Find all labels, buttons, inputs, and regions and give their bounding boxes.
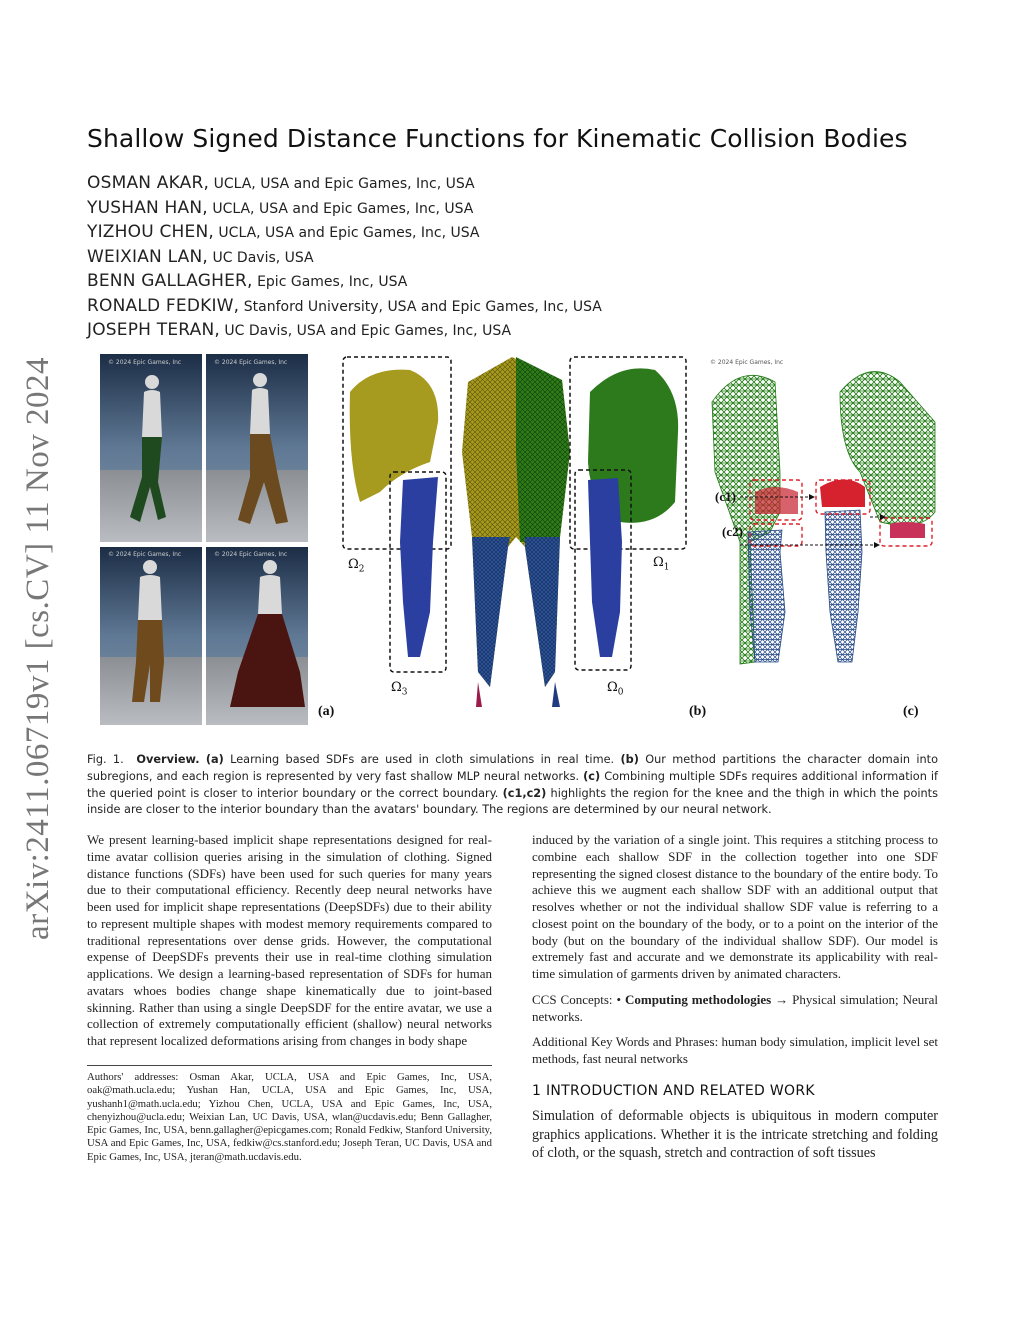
panel-c-stitching xyxy=(710,359,935,664)
figure-illustration xyxy=(100,352,960,727)
author-affiliation: Epic Games, Inc, USA xyxy=(252,274,408,290)
author-addresses-footnote: Authors' addresses: Osman Akar, UCLA, USA and Epic Games, Inc, USA, oak@math.ucla.edu; Yushan Han, UCLA, USA and Epic Games, Inc, USA, yushanh1@math.ucla.edu; Yizhou Chen, UCLA, USA and Epic Games, Inc, USA, chenyizhou@ucla.edu; Weixian Lan, UC Davis, USA, wlan@ucdavis.edu; Benn Gallagher, Epic Games, Inc, USA, benn.gallagher@epicgames.com; Ronald Fedkiw, Stanford University, USA and Epic Games, Inc, USA, fedkiw@cs.stanford.edu; Joseph Teran, UC Davis, USA and Epic Games, Inc, USA, jteran@math.ucdavis.edu. xyxy=(87,1065,492,1164)
author-affiliation: Stanford University, USA and Epic Games, Inc, USA xyxy=(239,298,602,315)
figure-1 xyxy=(100,352,960,727)
abstract-left xyxy=(87,832,492,1050)
author-affiliation: UC Davis, USA and Epic Games, Inc, USA xyxy=(219,323,512,339)
copyright-note: © 2024 Epic Games, Inc xyxy=(710,359,784,366)
copyright-note: © 2024 Epic Games, Inc xyxy=(214,551,288,558)
author-affiliation: UCLA, USA and Epic Games, Inc, USA xyxy=(207,200,474,217)
keywords: Additional Key Words and Phrases: human body simulation, implicit level set methods, fast neural networks xyxy=(532,1034,938,1066)
author-name: YIZHOU CHEN, xyxy=(87,222,214,242)
author-name: WEIXIAN LAN, xyxy=(87,246,208,267)
author-affiliation: UC Davis, USA xyxy=(208,249,314,266)
author-name: JOSEPH TERAN, xyxy=(87,320,220,340)
omega-0-label: $\Omega_0$ xyxy=(607,680,624,698)
copyright-note: © 2024 Epic Games, Inc xyxy=(108,359,182,366)
abstract-text-continued: induced by the variation of a single joint. This requires a stitching process to combine each shallow SDF in the collection together into one SDF representing the signed closest distance to the boundary of the entire body. To achieve this we augment each shallow SDF with an additional output that resolves whether or not the individual shallow SDF value is referring to a closest point on the boundary of the body, or to a point on the interior of the body (but on the boundary of the individual shallow SDF). Our model is extremely fast and accurate and we demonstrate its applicability with real-time simulation of garments driven by animated characters. xyxy=(532,832,938,981)
panel-b-label: (b) xyxy=(689,704,707,719)
author-line xyxy=(87,221,602,246)
author-line xyxy=(87,270,602,295)
omega-2-label: $\Omega_2$ xyxy=(348,557,365,575)
author-line xyxy=(87,246,602,271)
copyright-note: © 2024 Epic Games, Inc xyxy=(214,359,288,366)
omega-3-label: $\Omega_3$ xyxy=(391,680,408,698)
author-line xyxy=(87,295,602,320)
author-line xyxy=(87,319,602,344)
copyright-note: © 2024 Epic Games, Inc xyxy=(108,551,182,558)
panel-a-label: (a) xyxy=(318,704,335,719)
panel-c-label: (c) xyxy=(903,704,919,719)
paper-title: Shallow Signed Distance Functions for Kinematic Collision Bodies xyxy=(87,124,908,153)
author-name: OSMAN AKAR, xyxy=(87,173,210,193)
abstract-right xyxy=(532,832,938,1068)
author-name: RONALD FEDKIW, xyxy=(87,295,240,316)
panel-a-renders xyxy=(100,354,308,725)
author-list xyxy=(87,172,602,344)
panel-b-partition xyxy=(343,357,686,707)
c1-label: (c1) xyxy=(715,489,736,504)
c2-label: (c2) xyxy=(722,524,743,539)
abstract-text: We present learning-based implicit shape representations designed for real-time avatar collision queries arising in the simulation of clothing. Signed distance functions (SDFs) have been used for such queries for many years due to their computational efficiency. Recently deep neural networks have been used for implicit shape representations (DeepSDFs) due to their ability to represent multiple shapes with modest memory requirements compared to traditional representations over dense grids. However, the computational expense of DeepSDFs prevents their use in real-time clothing simulation applications. We design a learning-based representation of SDFs for human avatars whoes bodies change shape kinematically due to joint-based skinning. Rather than using a single DeepSDF for the entire avatar, we use a collection of extremely computationally efficient (shallow) neural networks that represent localized deformations arising from changes in body shape xyxy=(87,832,492,1048)
author-line xyxy=(87,197,602,222)
author-name: BENN GALLAGHER, xyxy=(87,271,253,291)
figure-caption: Fig. 1. Overview. (a) Learning based SDFs are used in cloth simulations in real time. (b) Our method partitions the character domain into subregions, and each region is represented by very fast shallow MLP neural networks. (c) Combining multiple SDFs requires additional information if the queried point is closer to interior boundary or the correct boundary. (c1,c2) highlights the region for the knee and the thigh in which the points inside are closer to the interior boundary than the avatars' boundary. The regions are determined by our neural network. xyxy=(87,753,939,817)
author-name: YUSHAN HAN, xyxy=(87,197,208,218)
author-affiliation: UCLA, USA and Epic Games, Inc, USA xyxy=(209,176,475,192)
section-heading: 1 INTRODUCTION AND RELATED WORK xyxy=(532,1083,815,1099)
intro-paragraph: Simulation of deformable objects is ubiquitous in modern computer graphics applications. Whether it is the intricate stretching and folding of cloth, or the squash, stretch and contraction of soft tissues xyxy=(532,1108,938,1161)
omega-1-label: $\Omega_1$ xyxy=(653,555,670,573)
author-affiliation: UCLA, USA and Epic Games, Inc, USA xyxy=(213,225,480,241)
author-line xyxy=(87,172,602,197)
arxiv-watermark: arXiv:2411.06719v1 [cs.CV] 11 Nov 2024 xyxy=(20,357,56,940)
ccs-concepts: CCS Concepts: • Computing methodologies → Physical simulation; Neural networks. xyxy=(532,991,938,1024)
